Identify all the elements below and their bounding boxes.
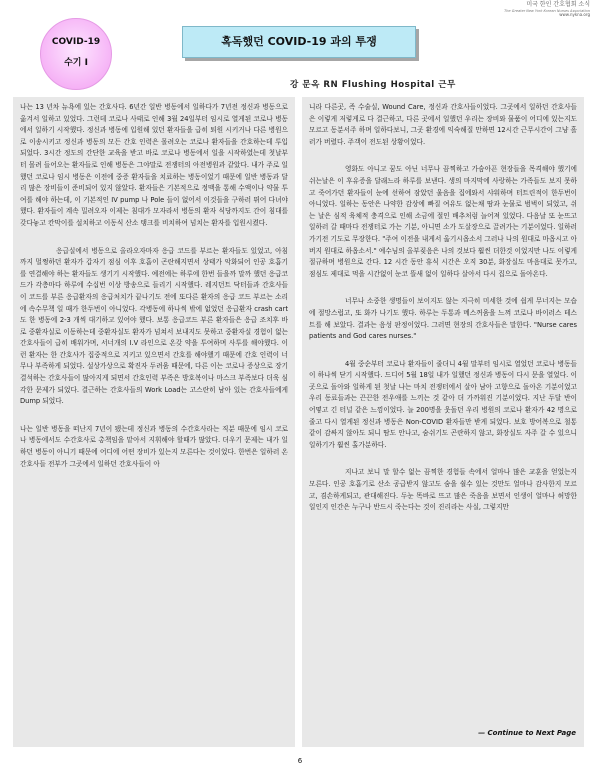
paragraph: 나는 13 년차 뉴욕에 있는 간호사다. 6년간 일반 병동에서 일하다가 7년전 정신과 병동으로 옮겨서 일하고 있었다. 그런데 코로나 사태로 인해 3월 24일부터 임시로 열게된 코로나 병동에서 일하기 시작했다. 정신과 병동에 입원해 있던 환자들을 급히 퇴원 시키거나 다른 병원으로 이송시키고 정신과 병동의 모든 간호 인력은 몰려오는 코로나 환자들을 간호하는데 투입 되었다. 3시간 정도의 간단한 교육을 받고 바로 코로나 병동에서 일을 시작하였는데 첫날부터 몰려 들어오는 환자들로 인해 병동은 그야말로 전쟁터의 아전병원과 같았다. 내가 주로 일했던 코로나 임시 병동은 이전에 중증 환자들을 치료하는 병동이었기 때문에 일반 병동과 달리 많은 장비들이 준비되어 있지 않았다. 환자들은 기본적으로 정맥을 통해 수액이나 약물 투여를 해야 하는데, 이 기본적인 IV pump 나 Pole 들이 없어서 이것들을 구하러 뛰어 다녀야 했다. 환자들이 계속 밀려오자 이제는 침대가 모자라서 병동의 환자 식당까지도 간이 침대를 갖다놓고 칸막이를 설치하고 이동식 산소 탱크를 비치하여 넘치는 환자를 입원시켰다. xyxy=(20,103,288,227)
paragraph: 니라 다른곳, 즉 수술실, Wound Care, 정신과 간호사들이었다. 그곳에서 일하던 간호사들은 이렇게 저렇게로 다 결근하고, 다른 곳에서 일했던 우리는 장비와 물품이 어디에 있는지도 모르고 동분서주 하며 일하다보니, 그곳 환경에 익숙해질 만하면 12시간 근무시간이 그냥 흘러가 버렸다. 주객이 전도된 상황이었다. xyxy=(309,103,577,146)
page-number: 6 xyxy=(297,757,303,765)
paragraph: 영화도 아니고 꿈도 아닌 너무나 끔찍하고 가슴아픈 현장들을 목격해야 했기에 쉬는날은 이 후유증을 달래느라 하루를 보낸다. 생의 마지막에 사랑하는 가족들도 보지 못하고 죽어가던 환자들이 눈에 선하여 잠았던 울음을 집에와서 샤워하며 터트린적이 한두번이 아니었다. 일하는 동안은 나약한 감상에 빠질 여유도 없는채 땀과 눈물로 범벅이 되었고, 쉬는 날은 심적 육체적 충격으로 인해 소금에 절인 배추처럼 늘어져 있었다. 다음날 또 눈뜨고 일하러 갈 때마다 전쟁터로 가는 기분, 아니면 소가 도살장으로 끌려가는 기분이었다. 일하러 가기전 기도로 무장한다. "주여 이전을 내게서 옮기시옵소서 그러나 나의 원대로 마옵시고 아버지 원대로 하옵소서." 예수님의 올부짖음은 나의 것보다 훨씬 더한것 이었지만 나도 이렇게 절규하며 병원으로 간다. 12 시간 동안 휴식 시간은 오직 30분, 화장실도 마음대로 못가고, 점심도 제대로 먹을 시간없이 눈코 뜰새 없이 일하다 살아서 다시 집으로 돌아온다. xyxy=(309,165,577,278)
paragraph: 응급실에서 병동으로 올라오자마자 응급 코드를 부르는 환자들도 있었고, 아침까지 멀쩡하던 환자가 갑자기 점심 이후 호흡이 곤란해지면서 상태가 악화되어 인공 호흡기를 연결해야 하는 환자들도 생기기 시작했다. 예전에는 하루에 한번 들을까 말까 했던 응급코드가 각층마다 하루에 수십번 이상 방송으로 들리기 시작했다. 레지던트 닥터들과 간호사들이 코드를 부른 응급환자의 응급처치가 끝나기도 전에 또다른 환자의 응급 코드 부르는 소리에 속수무책 일 때가 한두번이 아니었다. 각병동에 하나씩 밖에 없었던 응급환자 crash cart도 한 병동에 2-3 개씩 대기하고 있어야 했다. 보통 응급코드 부른 환자들은 응급 조치후 바로 중환자실로 이동하는데 중환자실도 환자가 넘쳐서 보내지도 못하고 중환자실 경험이 없는 간호사들이 급히 배워가며, 서너개의 I.V 라인으로 온갖 약을 투여하며 사투를 해야했다. 이런 환자는 한 간호사가 집중적으로 지키고 있으면서 간호를 해야했기 때문에 간호 인력이 너무나 부족하게 되었다. 설상가상으로 확진자 두려움 때문에, 다른 이는 코로나 증상으로 장기 결석하는 간호사들이 많아지게 되면서 간호인력 부족은 방호복이나 마스크 부족보다 더욱 심각한 문제가 되었다. 결근하는 간호사들의 Work Load는 고스란히 남아 있는 간호사들에게 Dump 되었다. xyxy=(20,246,288,406)
section-badge xyxy=(40,18,112,90)
paragraph-gap xyxy=(309,456,577,467)
paragraph-gap xyxy=(20,413,288,424)
paragraph: 나는 일반 병동을 떠난지 7년이 됐는데 정신과 병동의 수간호사라는 직분 때문에 임시 코로나 병동에서도 수간호사로 총책임을 맡아서 지휘해야 할때가 많았다. 더우기 문제는 내가 일하던 병동이 아니기 때문에 어디에 어떤 장비가 있는지 모른다는 것이었다. 한번은 일하러 온 간호사들 전부가 그곳에서 일하던 간호사들이 아 xyxy=(20,424,288,468)
paragraph: 지나고 보니 말 할수 없는 끔찍한 경험들 속에서 얼마나 많은 교훈을 얻었는지 모른다. 인공 호흡기로 산소 공급받지 않고도 숨을 쉴수 있는 것만도 얼마나 감사한지 모르고, 겸손하게되고, 관대해진다. 두눈 똑바로 뜨고 많은 죽음을 보면서 인생이 얼마나 허망한 일인지 인간은 누구나 반드시 죽는다는 것이 진리라는 사실, 그렇지만 xyxy=(309,468,577,512)
badge-line1: COVID-19 xyxy=(51,37,101,47)
masthead-org-english: The Greater New York Korean Nurses Association xyxy=(504,8,590,13)
paragraph: 4월 중순부터 코로나 환자들이 줄더니 4월 말부터 임시로 열었던 코로나 병동들이 하나씩 닫기 시작했다. 드디어 5월 18일 내가 일했던 정신과 병동이 다시 문을 열었다. 이곳으로 돌아와 일하게 된 첫날 나는 마치 전쟁터에서 살아 남아 고향으로 돌아온 기분이었고 우리 동료들과는 끈끈한 전우애를 느끼는 것 같아 더 가까워진 기분이었다. 지난 두달 반이 어떻고 긴 터널 같은 느낌이었다. 늘 200명을 웃돌던 우리 병원의 코로나 환자가 42 명으로 줄고 다시 열게된 정신과 병동은 Non-COVID 환자들만 받게 되었다. 보호 방어복으로 철통같이 감싸지 않아도 되니 땀도 안나고, 숨쉬기도 곤란하지 않고, 화장실도 자주 갈 수 있으니 일하기가 훨씬 홀가분하다. xyxy=(309,359,577,449)
article-title: 혹독했던 COVID-19 과의 투쟁 xyxy=(182,26,416,58)
paragraph-gap xyxy=(20,235,288,246)
paragraph-gap xyxy=(309,348,577,359)
masthead-org-korean: 미국 한인 간호협회 소식 xyxy=(526,1,590,8)
masthead-url: www.nyknа.org xyxy=(559,11,590,17)
paragraph-gap xyxy=(309,153,577,164)
masthead xyxy=(504,2,590,18)
paragraph-gap xyxy=(309,285,577,296)
right-column xyxy=(302,97,584,747)
author-byline: 강 문옥 RN Flushing Hospital 근무 xyxy=(290,80,456,90)
badge-line2: 수기 I xyxy=(64,58,88,68)
continue-link[interactable]: — Continue to Next Page xyxy=(478,729,576,737)
paragraph: 너무나 소중한 생명들이 보이지도 않는 지극히 미세한 것에 쉽게 무너지는 모습에 절망스럽고, 또 화가 나기도 했다. 하루는 두통과 메스꺼움을 느껴 코로나 바이러스 테스트를 해 보았다. 결과는 음성 판정이었다. 그러면 현장의 간호사들은 말한다. "Nurse cares patients and God cares nurses." xyxy=(309,297,577,341)
left-column xyxy=(13,97,295,747)
